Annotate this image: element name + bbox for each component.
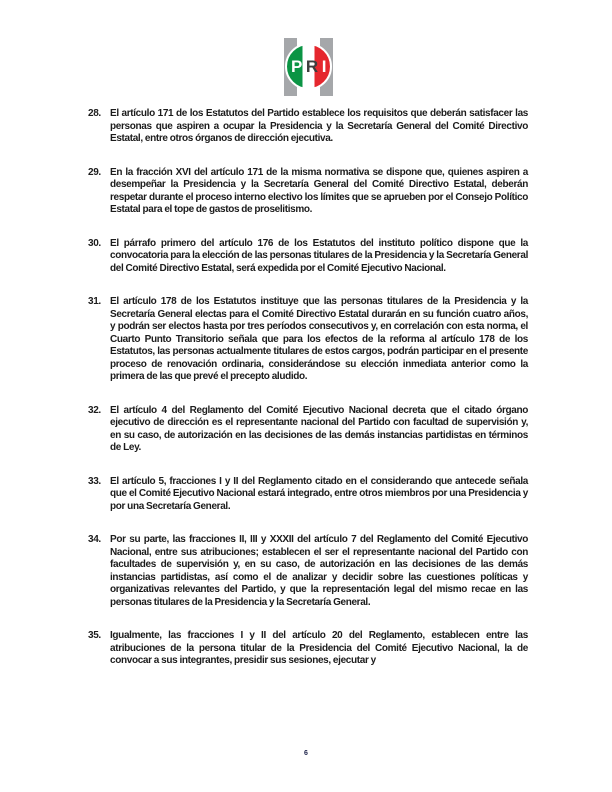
item-number: 28. (88, 108, 101, 119)
list-item (88, 534, 528, 609)
item-number: 34. (88, 534, 101, 545)
item-number: 35. (88, 630, 101, 641)
page-number: 6 (304, 750, 308, 757)
list-item (88, 405, 528, 455)
list-item (88, 476, 528, 514)
list-item (88, 630, 528, 668)
item-text: El artículo 178 de los Estatutos instituye que las personas titulares de la Presidencia y la Secretaría General electas para el Comité Directivo Estatal durarán en su función cuatro años, y podrán ser electos hasta por tres períodos consecutivos y, en correlación con esta norma, el Cuarto Punto Transitorio señala que para los efectos de la reforma al artículo 178 de los Estatutos, las personas actualmente titulares de estos cargos, podrán participar en el presente proceso de renovación ordinaria, considerándose su elección inmediata anterior como la primera de las que prevé el precepto aludido. (110, 296, 528, 382)
item-text: El artículo 4 del Reglamento del Comité Ejecutivo Nacional decreta que el citado órgano ejecutivo de dirección es el representante nacional del Partido con facultad de supervisión y, en su caso, de autorización en las decisiones de las demás instancias partidistas en términos de Ley. (110, 404, 528, 453)
logo-letter-p: P (291, 57, 302, 76)
logo-letter-r: R (305, 57, 318, 76)
item-number: 32. (88, 404, 101, 416)
item-number: 29. (88, 166, 101, 178)
pri-logo (284, 38, 333, 96)
item-text: El artículo 5, fracciones I y II del Reglamento citado en el considerando que antecede señala que el Comité Ejecutivo Nacional estará integrado, entre otros miembros por una Presidencia y por una Secretaría General. (110, 475, 528, 512)
considerandos-list (88, 108, 528, 689)
item-number: 30. (88, 237, 101, 249)
item-number: 33. (88, 475, 101, 487)
logo-letter-i: I (321, 57, 326, 76)
list-item (88, 238, 528, 276)
item-text: El párrafo primero del artículo 176 de los Estatutos del instituto político dispone que la convocatoria para la elección de las personas titulares de la Presidencia y la Secretaría General del Comité Directivo Estatal, será expedida por el Comité Ejecutivo Nacional. (110, 237, 528, 274)
item-number: 31. (88, 296, 101, 307)
item-text: El artículo 171 de los Estatutos del Partido establece los requisitos que deberán satisfacer las personas que aspiren a ocupar la Presidencia y la Secretaría General del Comité Directivo Estatal, entre otros órganos de dirección ejecutiva. (110, 108, 528, 144)
item-text: Igualmente, las fracciones I y II del artículo 20 del Reglamento, establecen entre las atribuciones de la persona titular de la Presidencia del Comité Ejecutivo Nacional, la de convocar a sus integrantes, presidir sus sesiones, ejecutar y (110, 630, 528, 666)
pri-tricolor-circle (285, 43, 332, 90)
list-item (88, 167, 528, 217)
list-item (88, 296, 528, 384)
list-item (88, 108, 528, 146)
item-text: Por su parte, las fracciones II, III y XXXII del artículo 7 del Reglamento del Comité Ejecutivo Nacional, entre sus atribuciones; establecen el ser el representante nacional del Partido con facultades de supervisión y, en su caso, de autorización en las decisiones de las demás instancias partidistas, así como el de analizar y decidir sobre las cuestiones políticas y organizativas relevantes del Partido, y que la representación legal del mismo recae en las personas titulares de la Presidencia y la Secretaría General. (110, 534, 528, 608)
item-text: En la fracción XVI del artículo 171 de la misma normativa se dispone que, quienes aspiren a desempeñar la Presidencia y la Secretaría General del Comité Directivo Estatal, deberán respetar durante el proceso interno electivo los límites que se aprueben por el Consejo Político Estatal para el tope de gastos de proselitismo. (110, 166, 528, 215)
